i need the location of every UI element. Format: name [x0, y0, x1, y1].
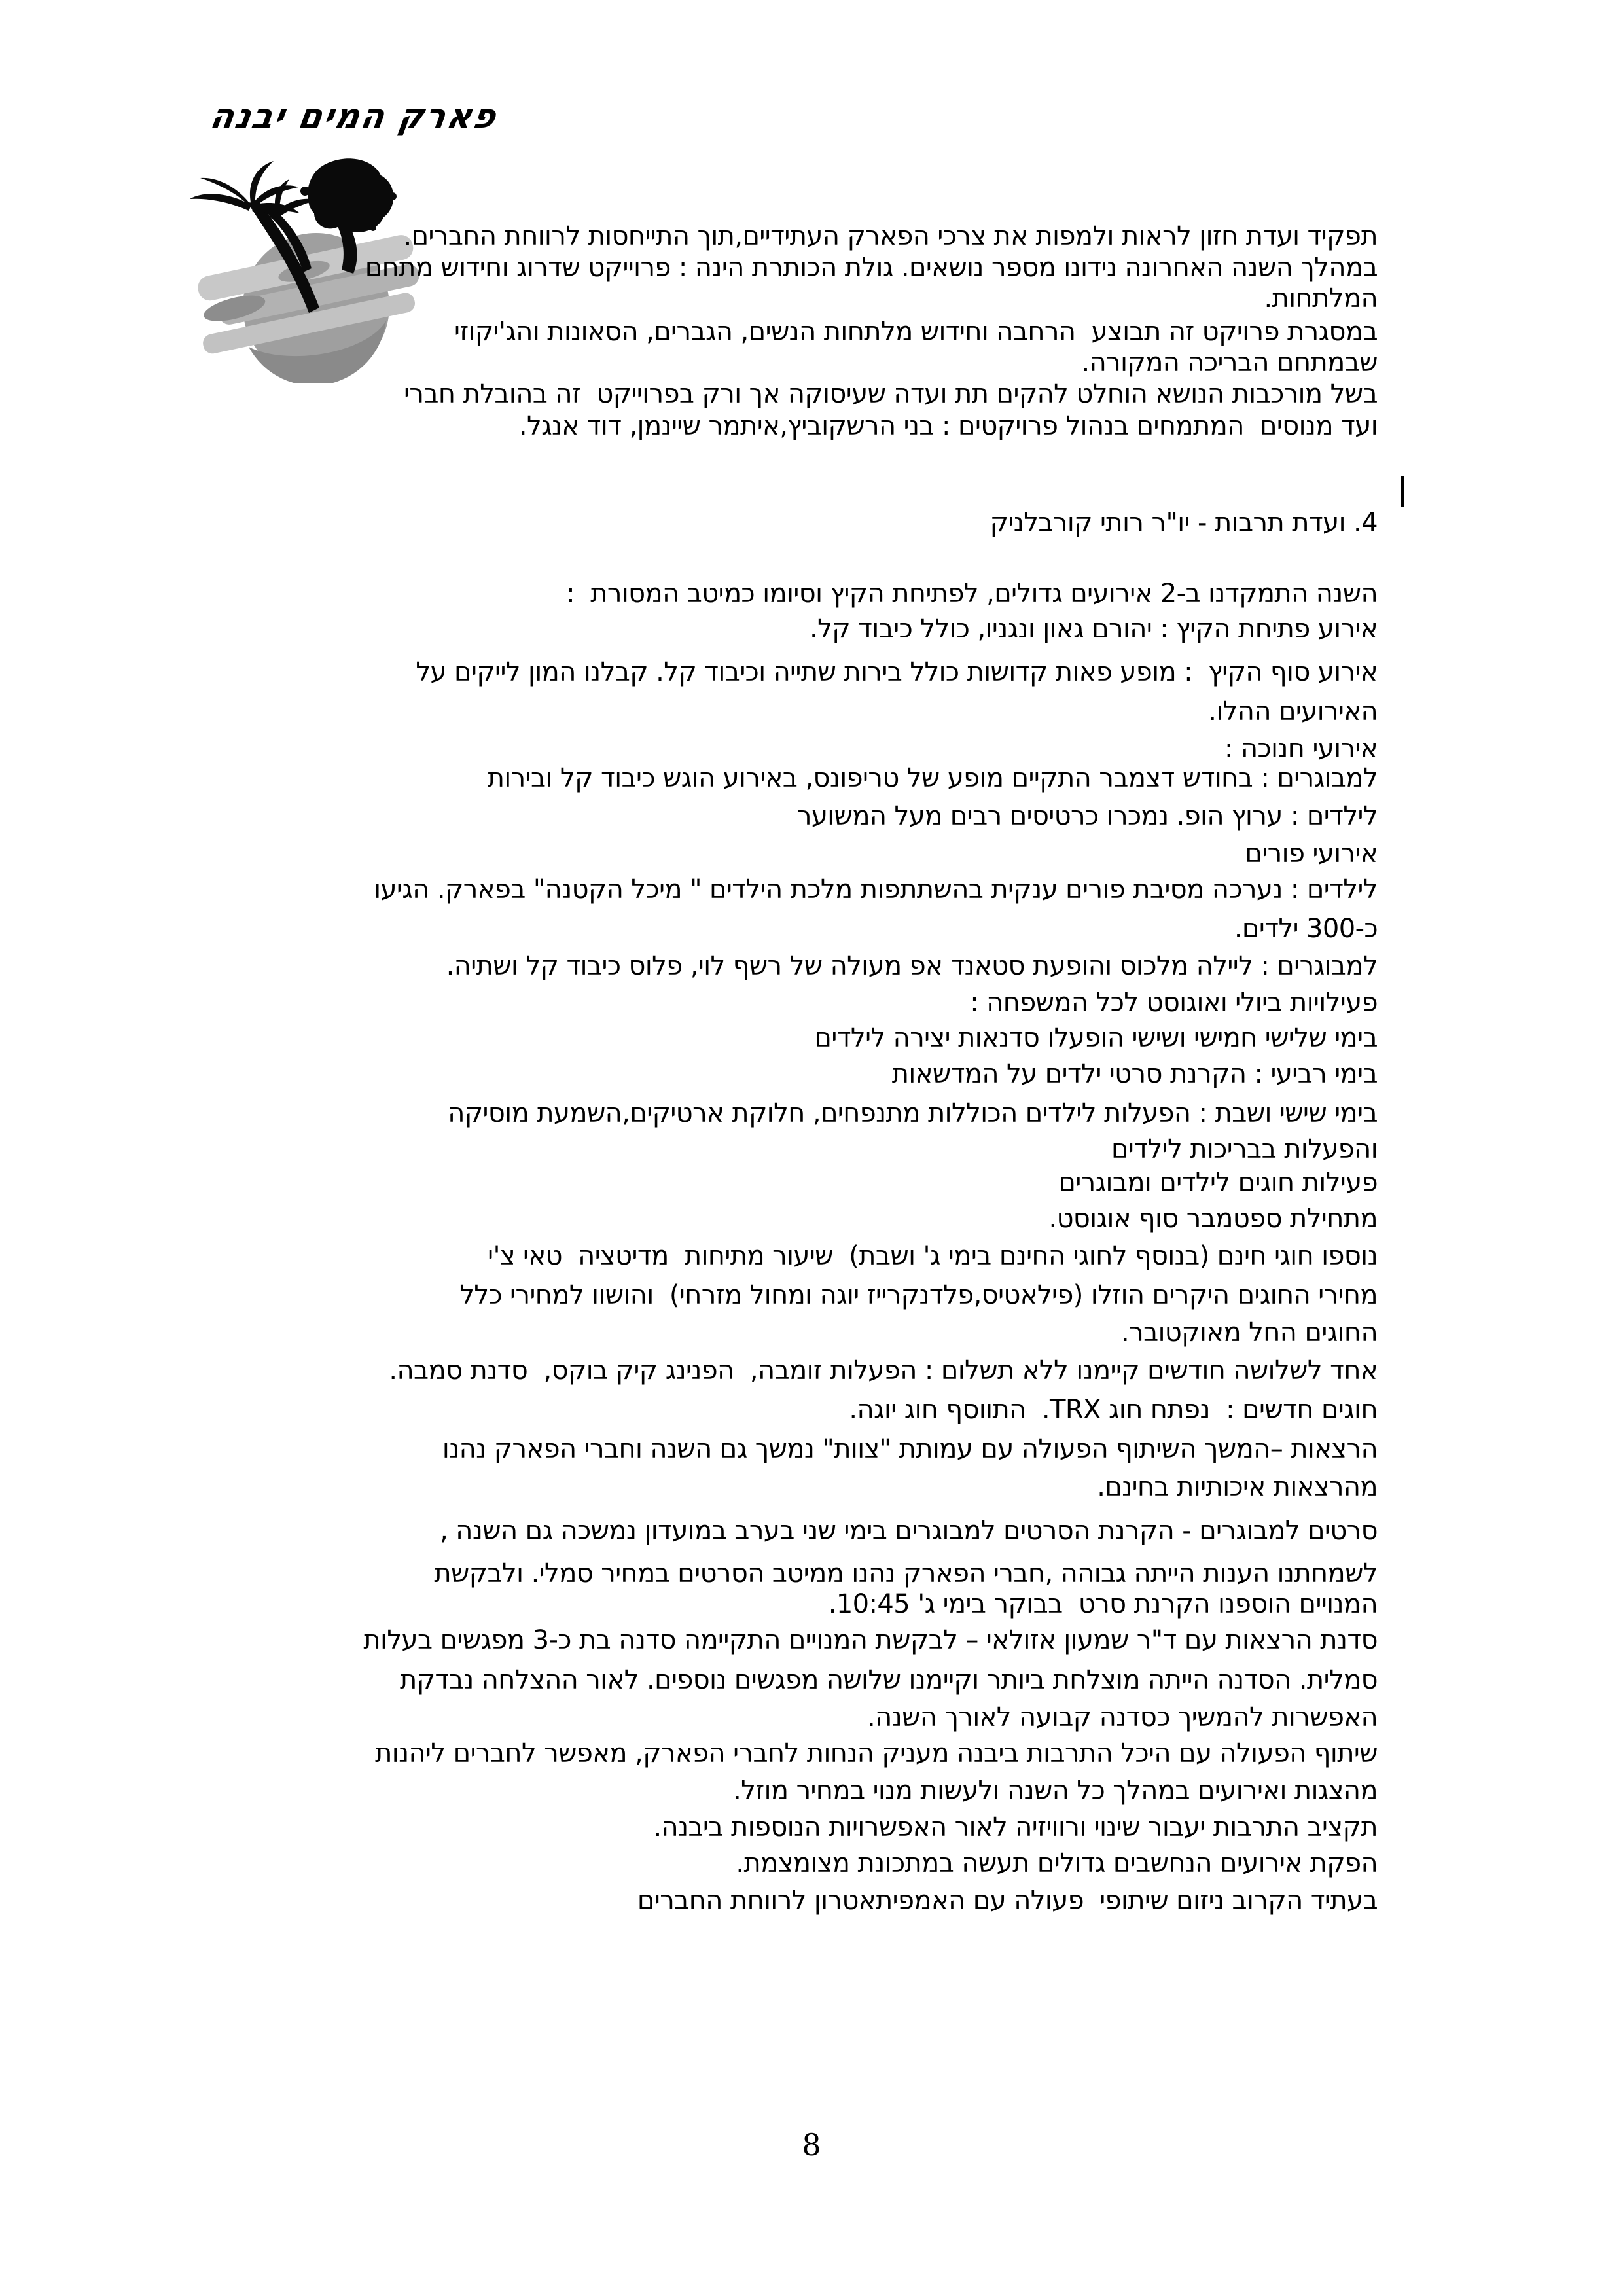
body-line: תקציב התרבות יעבור שינוי ורוויזיה לאור האפשרויות הנוספות ביבנה.: [653, 1812, 1378, 1842]
body-line: אירוע סוף הקיץ : מופע פאות קדושות כולל בירות שתייה וכיבוד קל. קבלנו המון לייקים על: [416, 657, 1378, 687]
body-line: פעילות חוגים לילדים ומבוגרים: [1058, 1168, 1378, 1198]
body-line: אירועי חנוכה :: [1224, 734, 1378, 764]
body-line: בימי שלישי חמישי ושישי הופעלו סדנאות יצירה לילדים: [814, 1023, 1378, 1053]
body-line: הרצאות –המשך השיתוף הפעולה עם עמותת "צוות" נמשך גם השנה וחברי הפארק נהנו: [442, 1434, 1378, 1464]
body-line: סמלית. הסדנה הייתה מוצלחת ביותר וקיימנו שלושה מפגשים נוספים. לאור ההצלחה נבדקת: [400, 1665, 1378, 1695]
intro-line: בשל מורכבות הנושא הוחלט להקים תת ועדה שעיסוקה אך ורק בפרוייקט זה בהובלת חברי: [404, 379, 1378, 409]
body-line: סדנת הרצאות עם ד"ר שמעון אזולאי – לבקשת המנויים התקיימה סדנה בת כ-3 מפגשים בעלות: [363, 1625, 1378, 1655]
body-line: פעילויות ביולי ואוגוסט לכל המשפחה :: [970, 988, 1378, 1018]
body-line: מהצגות ואירועים במהלך כל השנה ולעשות מנוי במחיר מוזל.: [733, 1776, 1378, 1806]
body-line: שיתוף הפעולה עם היכל התרבות ביבנה מעניק הנחות לחברי הפארק, מאפשר לחברים ליהנות: [375, 1738, 1378, 1768]
body-line: החוגים החל מאוקטובר.: [1120, 1318, 1378, 1348]
intro-line: תפקיד ועדת חזון לראות ולמפות את צרכי הפארק העתידיים,תוך התייחסות לרווחת החברים.: [403, 221, 1378, 251]
body-line: האפשרות להמשיך כסדנה קבועה לאורך השנה.: [867, 1702, 1378, 1732]
body-line: מתחילת ספטמבר סוף אוגוסט.: [1048, 1204, 1378, 1234]
page-number: 8: [802, 2127, 821, 2162]
body-line: נוספו חוגי חינם (בנוסף לחוגי החינם בימי ג' ושבת) שיעור מתיחות מדיטציה טאי צ'י: [488, 1241, 1378, 1271]
body-line: מהרצאות איכותיות בחינם.: [1097, 1472, 1378, 1502]
body-line: כ-300 ילדים.: [1234, 914, 1378, 944]
body-line: סרטים למבוגרים - הקרנת הסרטים למבוגרים בימי שני בערב במועדון נמשכה גם השנה ,: [440, 1516, 1378, 1546]
body-line: למבוגרים : בחודש דצמבר התקיים מופע של טריפונס, באירוע הוגש כיבוד קל ובירות: [487, 763, 1378, 793]
body-line: בימי שישי ושבת : הפעלות לילדים הכוללות מתנפחים, חלוקת ארטיקים,השמעת מוסיקה: [448, 1098, 1378, 1128]
body-line: בימי רביעי : הקרנת סרטי ילדים על המדשאות: [891, 1059, 1378, 1089]
splash-blob: [308, 158, 393, 232]
body-line: חוגים חדשים : נפתח חוג TRX. התווסף חוג יוגה.: [849, 1395, 1378, 1425]
body-line: לילדים : נערכה מסיבת פורים ענקית בהשתתפות מלכת הילדים " מיכל הקטנה" בפארק. הגיעו: [374, 874, 1378, 905]
body-line: בעתיד הקרוב ניזום שיתופי פעולה עם האמפיתאטרון לרווחת החברים: [637, 1886, 1378, 1916]
body-line: האירועים ההלו.: [1208, 696, 1378, 726]
body-line: והפעלות בבריכות לילדים: [1111, 1134, 1378, 1164]
body-line: הפקת אירועים הנחשבים גדולים תעשה במתכונת מצומצמת.: [736, 1848, 1378, 1878]
text-cursor-mark: [1401, 476, 1404, 507]
body-line: אירוע פתיחת הקיץ : יהורם גאון ונגניו, כולל כיבוד קל.: [810, 614, 1378, 644]
intro-line: שבמתחם הבריכה המקורה.: [1081, 348, 1378, 378]
section-heading: 4. ועדת תרבות - יו"ר רותי קורבלניק: [990, 508, 1378, 538]
intro-line: במהלך השנה האחרונה נידונו מספר נושאים. גולת הכותרת הינה : פרוייקט שדרוג וחידוש מתחם: [365, 253, 1378, 283]
body-line: לשמחתנו הענות הייתה גבוהה ,חברי הפארק נהנו ממיטב הסרטים במחיר סמלי. ולבקשת: [434, 1558, 1378, 1588]
page-title: פארק המים יבנה: [207, 97, 501, 136]
intro-line: ועד מנוסים המתמחים בנהול פרויקטים : בני הרשקוביץ,איתמר שיינמן, דוד אנגל.: [518, 411, 1378, 441]
intro-line: במסגרת פרויקט זה תבוצע הרחבה וחידוש מלתחות הנשים, הגברים, הסאונות והג'יקוזי: [454, 317, 1378, 347]
body-line: למבוגרים : ליילה מלכוס והופעת סטאנד אפ מעולה של רשף לוי, פלוס כיבוד קל ושתיה.: [446, 951, 1378, 981]
body-line: המנויים הוספנו הקרנת סרט בבוקר בימי ג' 10:45.: [828, 1589, 1378, 1619]
body-line: אירועי פורים: [1245, 838, 1378, 869]
palm-trees-icon: [177, 157, 432, 383]
body-line: מחירי החוגים היקרים הוזלו (פילאטיס,פלדנקרייז יוגה ומחול מזרחי) והושוו למחירי כלל: [459, 1280, 1378, 1310]
body-line: לילדים : ערוץ הופ. נמכרו כרטיסים רבים מעל המשוער: [796, 801, 1378, 831]
body-line: השנה התמקדנו ב-2 אירועים גדולים, לפתיחת הקיץ וסיומו כמיטב המסורת :: [566, 579, 1378, 609]
intro-line: המלתחות.: [1264, 283, 1378, 314]
body-line: אחד לשלושה חודשים קיימנו ללא תשלום : הפעלות זומבה, הפנינג קיק בוקס, סדנת סמבה.: [389, 1355, 1378, 1386]
